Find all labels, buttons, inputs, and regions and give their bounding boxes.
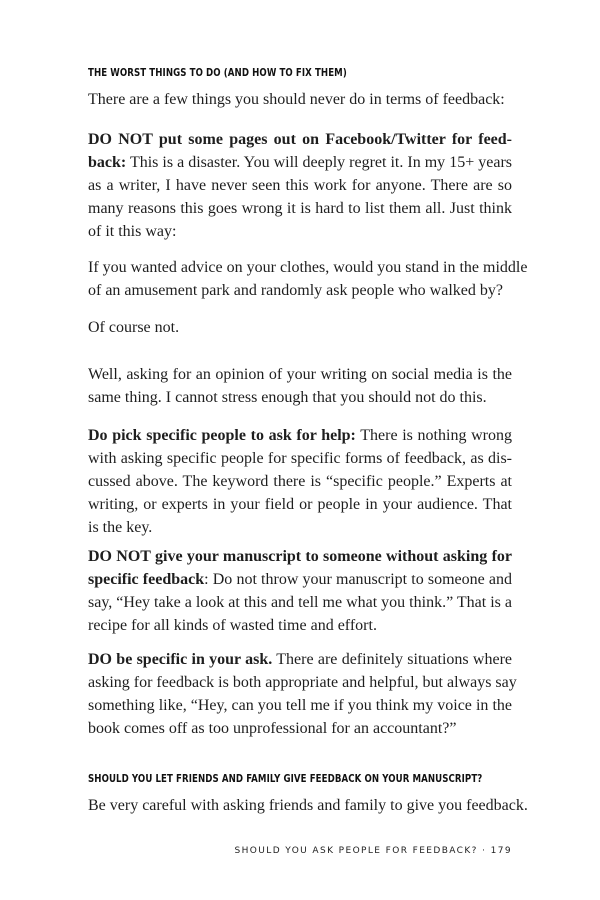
paragraph-line — [88, 130, 512, 150]
text: This is a disaster. You will deeply regret it. In my 15+ years — [126, 154, 512, 171]
paragraph-line — [88, 153, 512, 173]
paragraph-line: cussed above. The keyword there is “specific people.” Experts at — [88, 473, 512, 490]
paragraph-line: with asking specific people for specific forms of feedback, as dis- — [88, 450, 512, 467]
paragraph-line: many reasons this goes wrong it is hard to list them all. Just think — [88, 200, 512, 217]
paragraph-line: If you wanted advice on your clothes, would you stand in the middle — [88, 259, 528, 276]
paragraph-line: say, “Hey take a look at this and tell me what you think.” That is a — [88, 594, 512, 611]
paragraph-line: asking for feedback is both appropriate and helpful, but always say — [88, 674, 517, 691]
paragraph-line: book comes off as too unprofessional for an accountant?” — [88, 720, 457, 737]
bold-lead: back: — [88, 154, 127, 171]
paragraph-line: recipe for all kinds of wasted time and effort. — [88, 617, 377, 634]
paragraph-line — [88, 570, 512, 590]
paragraph-line: writing, or experts in your field or people in your audience. That — [88, 496, 512, 513]
bold-lead: specific feedback — [88, 571, 205, 588]
paragraph-line: as a writer, I have never seen this work for anyone. There are so — [88, 177, 512, 194]
bold-lead: DO NOT give your manuscript to someone without asking for — [88, 548, 512, 565]
paragraph-line: of it this way: — [88, 223, 177, 240]
running-footer: SHOULD YOU ASK PEOPLE FOR FEEDBACK? · 179 — [234, 846, 512, 856]
paragraph-line: Well, asking for an opinion of your writing on social media is the — [88, 366, 512, 383]
bold-lead: DO be specific in your ask. — [88, 651, 273, 668]
text: : Do not throw your manuscript to someone and — [204, 571, 512, 588]
text: There are definitely situations where — [272, 651, 513, 668]
text: There is nothing wrong — [355, 427, 512, 444]
paragraph-line — [88, 547, 512, 567]
paragraph-line — [88, 426, 512, 446]
intro-line: There are a few things you should never do in terms of feedback: — [88, 91, 505, 108]
paragraph-line: Be very careful with asking friends and family to give you feedback. — [88, 797, 528, 814]
section-heading: SHOULD YOU LET FRIENDS AND FAMILY GIVE FEEDBACK ON YOUR MANUSCRIPT? — [88, 773, 483, 785]
paragraph-line: is the key. — [88, 519, 153, 536]
bold-lead: Do pick specific people to ask for help: — [88, 427, 356, 444]
section-heading: THE WORST THINGS TO DO (AND HOW TO FIX THEM) — [88, 67, 347, 79]
paragraph-line: something like, “Hey, can you tell me if you think my voice in the — [88, 697, 512, 714]
paragraph-line: of an amusement park and randomly ask people who walked by? — [88, 282, 503, 299]
paragraph-line — [88, 650, 512, 670]
paragraph-line: Of course not. — [88, 319, 180, 336]
paragraph-line: same thing. I cannot stress enough that you should not do this. — [88, 389, 487, 406]
bold-lead: DO NOT put some pages out on Facebook/Twitter for feed- — [88, 131, 512, 148]
